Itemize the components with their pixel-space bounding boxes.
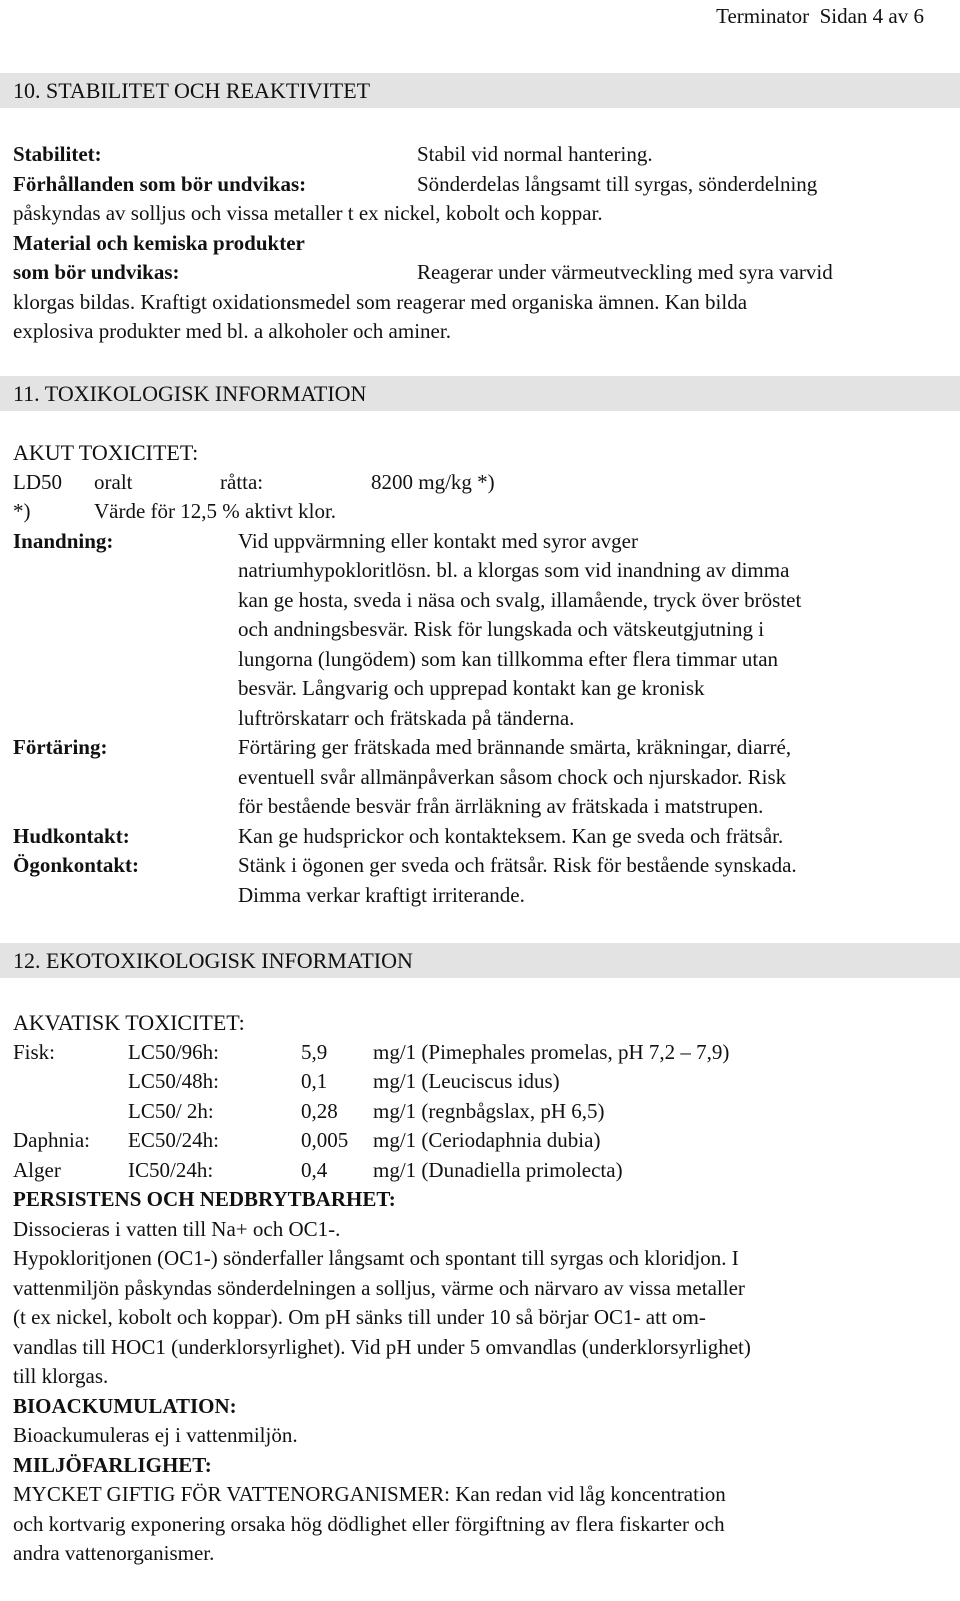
footnote-mark: *) xyxy=(13,499,31,523)
ingestion-text xyxy=(238,733,943,822)
ld50-label: LD50 xyxy=(13,469,62,494)
ingestion-label: Förtäring: xyxy=(13,735,108,759)
footnote-text: Värde för 12,5 % aktivt klor. xyxy=(94,499,337,523)
organism-cell xyxy=(13,1097,128,1127)
eye-contact-line: Dimma verkar kraftigt irriterande. xyxy=(238,882,525,907)
section-10-heading: 10. STABILITET OCH REAKTIVITET xyxy=(0,73,960,108)
inhalation-line: Vid uppvärmning eller kontakt med syror avger xyxy=(238,528,638,553)
materials-continuation-1: klorgas bildas. Kraftigt oxidationsmedel som reagerar med organiska ämnen. Kan bilda xyxy=(13,289,748,314)
value-cell: 0,1 xyxy=(301,1069,328,1093)
conditions-continuation: påskyndas av solljus och vissa metaller t ex nickel, kobolt och koppar. xyxy=(13,201,603,225)
organism-cell: Alger xyxy=(13,1157,61,1182)
table-row xyxy=(13,1097,729,1127)
section-12-heading: 12. EKOTOXIKOLOGISK INFORMATION xyxy=(0,943,960,978)
value-cell: 5,9 xyxy=(301,1039,328,1064)
persistence-line: Hypokloritjonen (OC1-) sönderfaller långsamt och spontant till syrgas och kloridjon. I xyxy=(13,1246,739,1270)
description-cell: mg/1 (Leuciscus idus) xyxy=(373,1069,560,1093)
document-name: Terminator xyxy=(716,4,810,28)
section-10-body xyxy=(13,140,943,347)
endpoint-cell: LC50/96h: xyxy=(128,1039,220,1064)
endpoint-cell: EC50/24h: xyxy=(128,1128,220,1152)
eye-contact-block xyxy=(13,851,943,910)
aquatic-toxicity-heading: AKVATISK TOXICITET: xyxy=(13,1010,245,1035)
environmental-hazard-line: MYCKET GIFTIG FÖR VATTENORGANISMER: Kan redan vid låg koncentration xyxy=(13,1482,726,1506)
endpoint-cell: LC50/ 2h: xyxy=(128,1098,214,1123)
table-row xyxy=(13,1067,729,1097)
value-cell: 0,28 xyxy=(301,1098,338,1123)
materials-label-line2: som bör undvikas: xyxy=(13,260,180,284)
section-12-body xyxy=(13,1008,943,1569)
endpoint-cell: IC50/24h: xyxy=(128,1157,214,1182)
materials-continuation-2: explosiva produkter med bl. a alkoholer och aminer. xyxy=(13,319,451,343)
ld50-route: oralt xyxy=(94,469,133,494)
organism-cell: Fisk: xyxy=(13,1039,56,1064)
inhalation-line: luftrörskatarr och frätskada på tänderna. xyxy=(238,705,575,730)
bioaccumulation-heading: BIOACKUMULATION: xyxy=(13,1393,237,1418)
environmental-hazard-line: och kortvarig exponering orsaka hög dödlighet eller förgiftning av flera fiskarter och xyxy=(13,1511,725,1536)
table-row xyxy=(13,1156,729,1186)
ld50-species: råtta: xyxy=(220,469,264,494)
skin-contact-label: Hudkontakt: xyxy=(13,823,130,848)
ingestion-line: för bestående besvär från ärrläkning av frätskada i matstrupen. xyxy=(238,794,764,818)
bioaccumulation-text: Bioackumuleras ej i vattenmiljön. xyxy=(13,1423,298,1447)
value-cell: 0,005 xyxy=(301,1128,349,1152)
eye-contact-text xyxy=(238,851,943,910)
persistence-heading: PERSISTENS OCH NEDBRYTBARHET: xyxy=(13,1187,396,1211)
materials-row xyxy=(13,258,943,288)
section-11-heading: 11. TOXIKOLOGISK INFORMATION xyxy=(0,376,960,411)
table-row xyxy=(13,1126,729,1156)
description-cell: mg/1 (Ceriodaphnia dubia) xyxy=(373,1128,601,1152)
conditions-row xyxy=(13,170,943,200)
skin-contact-text: Kan ge hudsprickor och kontakteksem. Kan ge sveda och frätsår. xyxy=(238,823,784,848)
ingestion-line: Förtäring ger frätskada med brännande smärta, kräkningar, diarré, xyxy=(238,735,792,759)
eye-contact-line: Stänk i ögonen ger sveda och frätsår. Risk för bestående synskada. xyxy=(238,853,797,877)
persistence-line: (t ex nickel, kobolt och koppar). Om pH sänks till under 10 så börjar OC1- att om- xyxy=(13,1305,706,1329)
inhalation-line: natriumhypokloritlösn. bl. a klorgas som vid inandning av dimma xyxy=(238,558,790,582)
aquatic-toxicity-table xyxy=(13,1038,729,1186)
footnote-row xyxy=(13,497,943,527)
persistence-line: vandlas till HOC1 (underklorsyrlighet). Vid pH under 5 omvandlas (underklorsyrlighet) xyxy=(13,1334,751,1359)
persistence-line: till klorgas. xyxy=(13,1364,109,1388)
endpoint-cell: LC50/48h: xyxy=(128,1069,220,1093)
skin-contact-block xyxy=(13,822,943,852)
inhalation-line: besvär. Långvarig och upprepad kontakt kan ge kronisk xyxy=(238,676,705,700)
persistence-line: vattenmiljön påskyndas sönderdelningen a solljus, värme och närvaro av vissa metaller xyxy=(13,1275,745,1300)
inhalation-text xyxy=(238,527,943,734)
stability-value: Stabil vid normal hantering. xyxy=(417,142,653,166)
environmental-hazard-heading: MILJÖFARLIGHET: xyxy=(13,1452,212,1477)
organism-cell xyxy=(13,1067,128,1097)
stability-label: Stabilitet: xyxy=(13,142,102,166)
inhalation-line: och andningsbesvär. Risk för lungskada och vätskeutgjutning i xyxy=(238,617,765,641)
inhalation-line: kan ge hosta, sveda i näsa och svalg, illamående, tryck över bröstet xyxy=(238,587,802,612)
ingestion-block xyxy=(13,733,943,822)
persistence-line: Dissocieras i vatten till Na+ och OC1-. xyxy=(13,1216,341,1241)
materials-value: Reagerar under värmeutveckling med syra varvid xyxy=(417,260,833,284)
organism-cell: Daphnia: xyxy=(13,1128,90,1152)
page-number: Sidan 4 av 6 xyxy=(819,4,924,28)
materials-label-line1: Material och kemiska produkter xyxy=(13,230,305,255)
inhalation-label: Inandning: xyxy=(13,528,114,553)
section-11-body xyxy=(13,438,943,910)
inhalation-block xyxy=(13,527,943,734)
description-cell: mg/1 (Pimephales promelas, pH 7,2 – 7,9) xyxy=(373,1039,730,1064)
conditions-label: Förhållanden som bör undvikas: xyxy=(13,171,307,196)
description-cell: mg/1 (Dunadiella primolecta) xyxy=(373,1157,623,1182)
eye-contact-label: Ögonkontakt: xyxy=(13,853,140,877)
description-cell: mg/1 (regnbågslax, pH 6,5) xyxy=(373,1098,605,1123)
conditions-value: Sönderdelas långsamt till syrgas, sönderdelning xyxy=(417,171,818,196)
inhalation-line: lungorna (lungödem) som kan tillkomma efter flera timmar utan xyxy=(238,646,779,671)
acute-toxicity-heading: AKUT TOXICITET: xyxy=(13,440,199,465)
page-header xyxy=(716,2,924,32)
value-cell: 0,4 xyxy=(301,1157,328,1182)
environmental-hazard-line: andra vattenorganismer. xyxy=(13,1541,215,1565)
ld50-value: 8200 mg/kg *) xyxy=(371,469,495,494)
stability-row xyxy=(13,140,943,170)
ld50-row xyxy=(13,468,943,498)
table-row xyxy=(13,1038,729,1068)
ingestion-line: eventuell svår allmänpåverkan såsom chock och njurskador. Risk xyxy=(238,764,787,789)
